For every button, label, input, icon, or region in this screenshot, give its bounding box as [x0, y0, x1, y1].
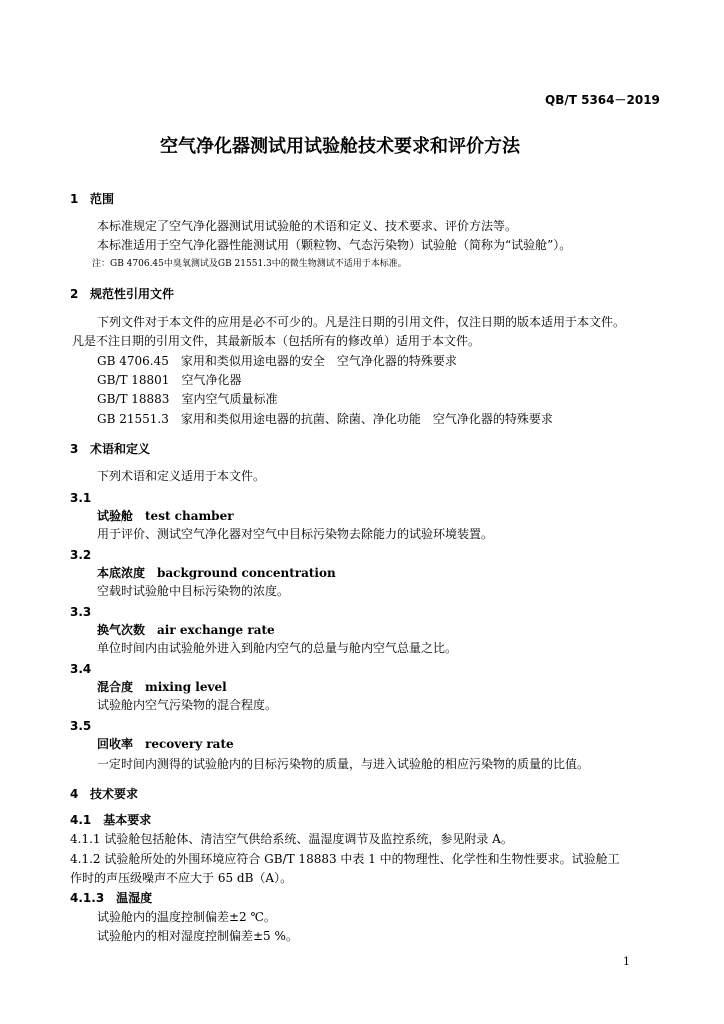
- term-english: background concentration: [157, 566, 336, 580]
- subsection-4-1-heading: 4.1 基本要求: [70, 813, 152, 827]
- term-title: [97, 509, 234, 524]
- section-1-note: 注：GB 4706.45中臭氧测试及GB 21551.3中的微生物测试不适用于本标准。: [92, 259, 407, 269]
- reference-item: GB/T 18883 室内空气质量标准: [97, 392, 278, 406]
- term-definition: 试验舱内空气污染物的混合程度。: [97, 698, 278, 712]
- section-4-heading: 技术要求: [90, 787, 139, 801]
- standard-code: QB/T 5364－2019: [545, 93, 660, 107]
- clause-4-1-2-line-1: 4.1.2 试验舱所处的外围环境应符合 GB/T 18883 中表 1 中的物理性、化学性和生物性要求。试验舱工: [70, 852, 620, 866]
- section-3-intro: 下列术语和定义适用于本文件。: [97, 469, 266, 483]
- section-1-number: 1: [70, 192, 79, 206]
- term-chinese: 混合度: [97, 680, 134, 694]
- reference-item: GB/T 18801 空气净化器: [97, 373, 242, 387]
- term-number: 3.1: [70, 491, 92, 505]
- page-title: 空气净化器测试用试验舱技术要求和评价方法: [160, 136, 520, 157]
- clause-4-1-2-line-2: 作时的声压级噪声不应大于 65 dB（A）。: [70, 871, 293, 885]
- term-chinese: 换气次数: [97, 623, 146, 637]
- section-3-heading: 术语和定义: [90, 442, 151, 456]
- section-1-paragraph-1: 本标准规定了空气净化器测试用试验舱的术语和定义、技术要求、评价方法等。: [97, 219, 518, 233]
- term-title: [97, 737, 234, 752]
- term-number: 3.2: [70, 548, 92, 562]
- clause-4-1-3-temperature: 试验舱内的温度控制偏差±2 ℃。: [97, 910, 276, 924]
- section-2-paragraph-line-1: 下列文件对于本文件的应用是必不可少的。凡是注日期的引用文件，仅注日期的版本适用于本文件。: [97, 315, 626, 329]
- section-1-paragraph-2: 本标准适用于空气净化器性能测试用（颗粒物、气态污染物）试验舱（简称为“试验舱”）。: [97, 238, 572, 252]
- term-number: 3.4: [70, 662, 92, 676]
- section-4-number: 4: [70, 787, 79, 801]
- reference-item: GB 4706.45 家用和类似用途电器的安全 空气净化器的特殊要求: [97, 354, 457, 368]
- term-definition: 单位时间内由试验舱外进入到舱内空气的总量与舱内空气总量之比。: [97, 641, 458, 655]
- term-definition: 用于评价、测试空气净化器对空气中目标污染物去除能力的试验环境装置。: [97, 527, 494, 541]
- term-number: 3.5: [70, 719, 92, 733]
- term-english: test chamber: [145, 509, 234, 523]
- section-1-heading: 范围: [90, 192, 115, 206]
- term-chinese: 回收率: [97, 737, 134, 751]
- term-number: 3.3: [70, 605, 92, 619]
- section-2-number: 2: [70, 287, 79, 301]
- term-english: mixing level: [145, 680, 227, 694]
- term-definition: 空载时试验舱中目标污染物的浓度。: [97, 584, 290, 598]
- section-3-number: 3: [70, 442, 79, 456]
- section-2-paragraph-line-2: 凡是不注日期的引用文件，其最新版本（包括所有的修改单）适用于本文件。: [72, 334, 481, 348]
- term-english: air exchange rate: [157, 623, 275, 637]
- term-title: [97, 566, 336, 581]
- reference-item: GB 21551.3 家用和类似用途电器的抗菌、除菌、净化功能 空气净化器的特殊要求: [97, 412, 553, 426]
- term-chinese: 试验舱: [97, 509, 134, 523]
- section-2-heading: 规范性引用文件: [90, 287, 175, 301]
- term-chinese: 本底浓度: [97, 566, 146, 580]
- term-title: [97, 623, 275, 638]
- term-english: recovery rate: [145, 737, 234, 751]
- clause-4-1-3-humidity: 试验舱内的相对湿度控制偏差±5 %。: [97, 929, 298, 943]
- term-definition: 一定时间内测得的试验舱内的目标污染物的质量，与进入试验舱的相应污染物的质量的比值。: [97, 757, 590, 771]
- page-number: 1: [623, 955, 630, 968]
- clause-4-1-3-heading: 4.1.3 温湿度: [70, 891, 153, 905]
- clause-4-1-1: 4.1.1 试验舱包括舱体、清洁空气供给系统、温湿度调节及监控系统，参见附录 A。: [70, 832, 513, 846]
- term-title: [97, 680, 227, 695]
